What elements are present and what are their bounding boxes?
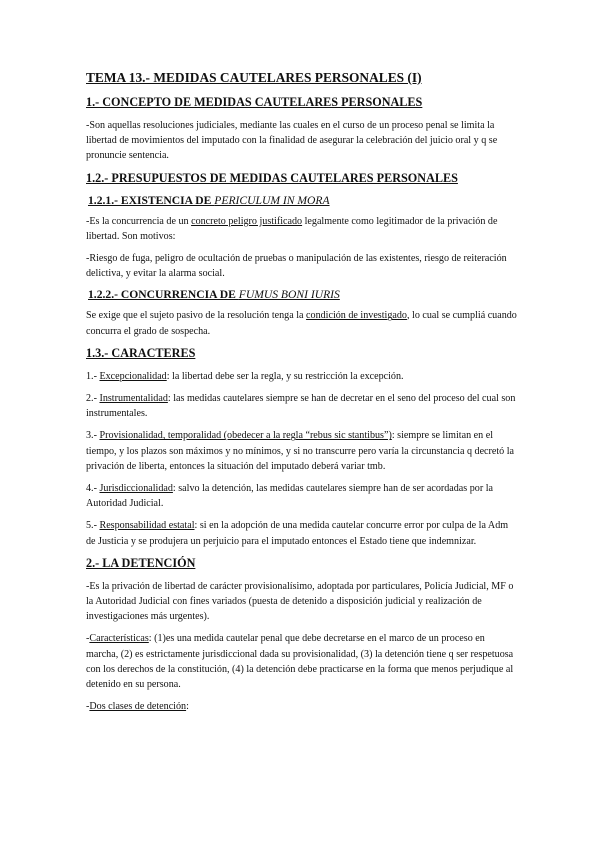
text-run: -Es la concurrencia de un	[86, 215, 192, 227]
text-run: : si en la adopción de una medida cautelar concurre error por culpa de la Adm de Justicia y se produjera un perjuicio para el imputado entonces el Estado tiene que indemnizar.	[86, 520, 509, 547]
underlined-term: Características	[89, 633, 149, 645]
item-number: 5.-	[86, 520, 100, 532]
underlined-term: Excepcionalidad	[99, 370, 167, 382]
text-run: : siempre se limitan en el tiempo, y los plazos son máximos y no mínimos, y si no transcurre pero varía la circunstancia q decretó la privación de liberta, entonces la situación del imputado deberá variar tmb.	[86, 430, 515, 472]
underlined-term: Dos clases de detención	[89, 701, 187, 713]
text-run: : la libertad debe ser la regla, y su restricción la excepción.	[166, 370, 404, 382]
text-run: legalmente como legitimador de la privación de libertad. Son motivos:	[86, 215, 498, 242]
text-run: : salvo la detención, las medidas cautelares siempre han de ser acordadas por la Autoridad Judicial.	[86, 483, 493, 510]
text-run: -	[86, 633, 90, 645]
text-run: :	[186, 701, 189, 713]
underlined-term: Jurisdiccionalidad	[99, 483, 173, 495]
text-run: Se exige que el sujeto pasivo de la resolución tenga la	[86, 310, 307, 322]
page-title: TEMA 13.- MEDIDAS CAUTELARES PERSONALES (I)	[86, 70, 422, 85]
paragraph-fumus	[86, 308, 518, 338]
underlined-term: Responsabilidad estatal	[99, 520, 195, 532]
item-number: 3.-	[86, 430, 100, 442]
paragraph-caracteristicas	[86, 631, 518, 692]
underlined-term: Instrumentalidad	[99, 393, 168, 405]
subsection-label: 1.2.1.- EXISTENCIA DE	[88, 193, 215, 207]
document-page	[86, 70, 518, 721]
underlined-term: condición de investigado	[306, 310, 407, 322]
paragraph-periculum	[86, 214, 518, 244]
list-item-caracter-1	[86, 369, 518, 384]
paragraph-riesgos: -Riesgo de fuga, peligro de ocultación de pruebas o manipulación de las existentes, riesgo de reiteración delictiva, y evitar la alarma social.	[86, 253, 507, 280]
subsection-heading-fumus	[88, 288, 518, 301]
item-number: 1.-	[86, 370, 100, 382]
subsection-latin-term: FUMUS BONI IURIS	[238, 288, 340, 302]
subsection-heading-periculum	[88, 194, 518, 207]
list-item-caracter-3	[86, 428, 518, 474]
text-run: : las medidas cautelares siempre se han de decretar en el seno del proceso del cual son instrumentales.	[86, 393, 516, 420]
underlined-term: concreto peligro justificado	[191, 215, 303, 227]
section-heading-caracteres: 1.3.- CARACTERES	[86, 345, 196, 360]
section-heading-detencion: 2.- LA DETENCIÓN	[86, 555, 196, 570]
paragraph-clases-detencion	[86, 699, 518, 714]
text-run: -	[86, 701, 90, 713]
paragraph-detencion: -Es la privación de libertad de carácter provisionalísimo, adoptada por particulares, Policía Judicial, MF o la Autoridad Judicial con fines variados (puesta de detenido a disposición judicial y realización de investigaciones más urgentes).	[86, 580, 514, 623]
subsection-label: 1.2.2.- CONCURRENCIA DE	[88, 288, 239, 302]
text-run: , lo cual se cumpliá cuando concurra el grado de sospecha.	[86, 310, 517, 337]
list-item-caracter-2	[86, 391, 518, 421]
text-run: : (1)es una medida cautelar penal que debe decretarse en el marco de un proceso en marcha, (2) es estrictamente jurisdiccional dada su provisionalidad, (3) la detención tiene q ser respetuosa con los derechos de la constitución, (4) la detención debe practicarse en la forma que menos perjudique al detenido en su persona.	[86, 633, 514, 691]
list-item-caracter-5	[86, 518, 518, 548]
section-heading-concepto: 1.- CONCEPTO DE MEDIDAS CAUTELARES PERSONALES	[86, 95, 423, 109]
underlined-term: Provisionalidad, temporalidad (obedecer a la regla “rebus sic stantibus”)	[99, 430, 392, 442]
section-heading-presupuestos: 1.2.- PRESUPUESTOS DE MEDIDAS CAUTELARES PERSONALES	[86, 170, 458, 185]
item-number: 4.-	[86, 483, 100, 495]
item-number: 2.-	[86, 393, 100, 405]
paragraph-concepto: -Son aquellas resoluciones judiciales, mediante las cuales en el curso de un proceso penal se limita la libertad de movimientos del imputado con la finalidad de asegurar la celebración del juicio oral y q se pronuncie sentencia.	[86, 120, 498, 162]
list-item-caracter-4	[86, 481, 518, 511]
subsection-latin-term: PERICULUM IN MORA	[214, 193, 330, 207]
